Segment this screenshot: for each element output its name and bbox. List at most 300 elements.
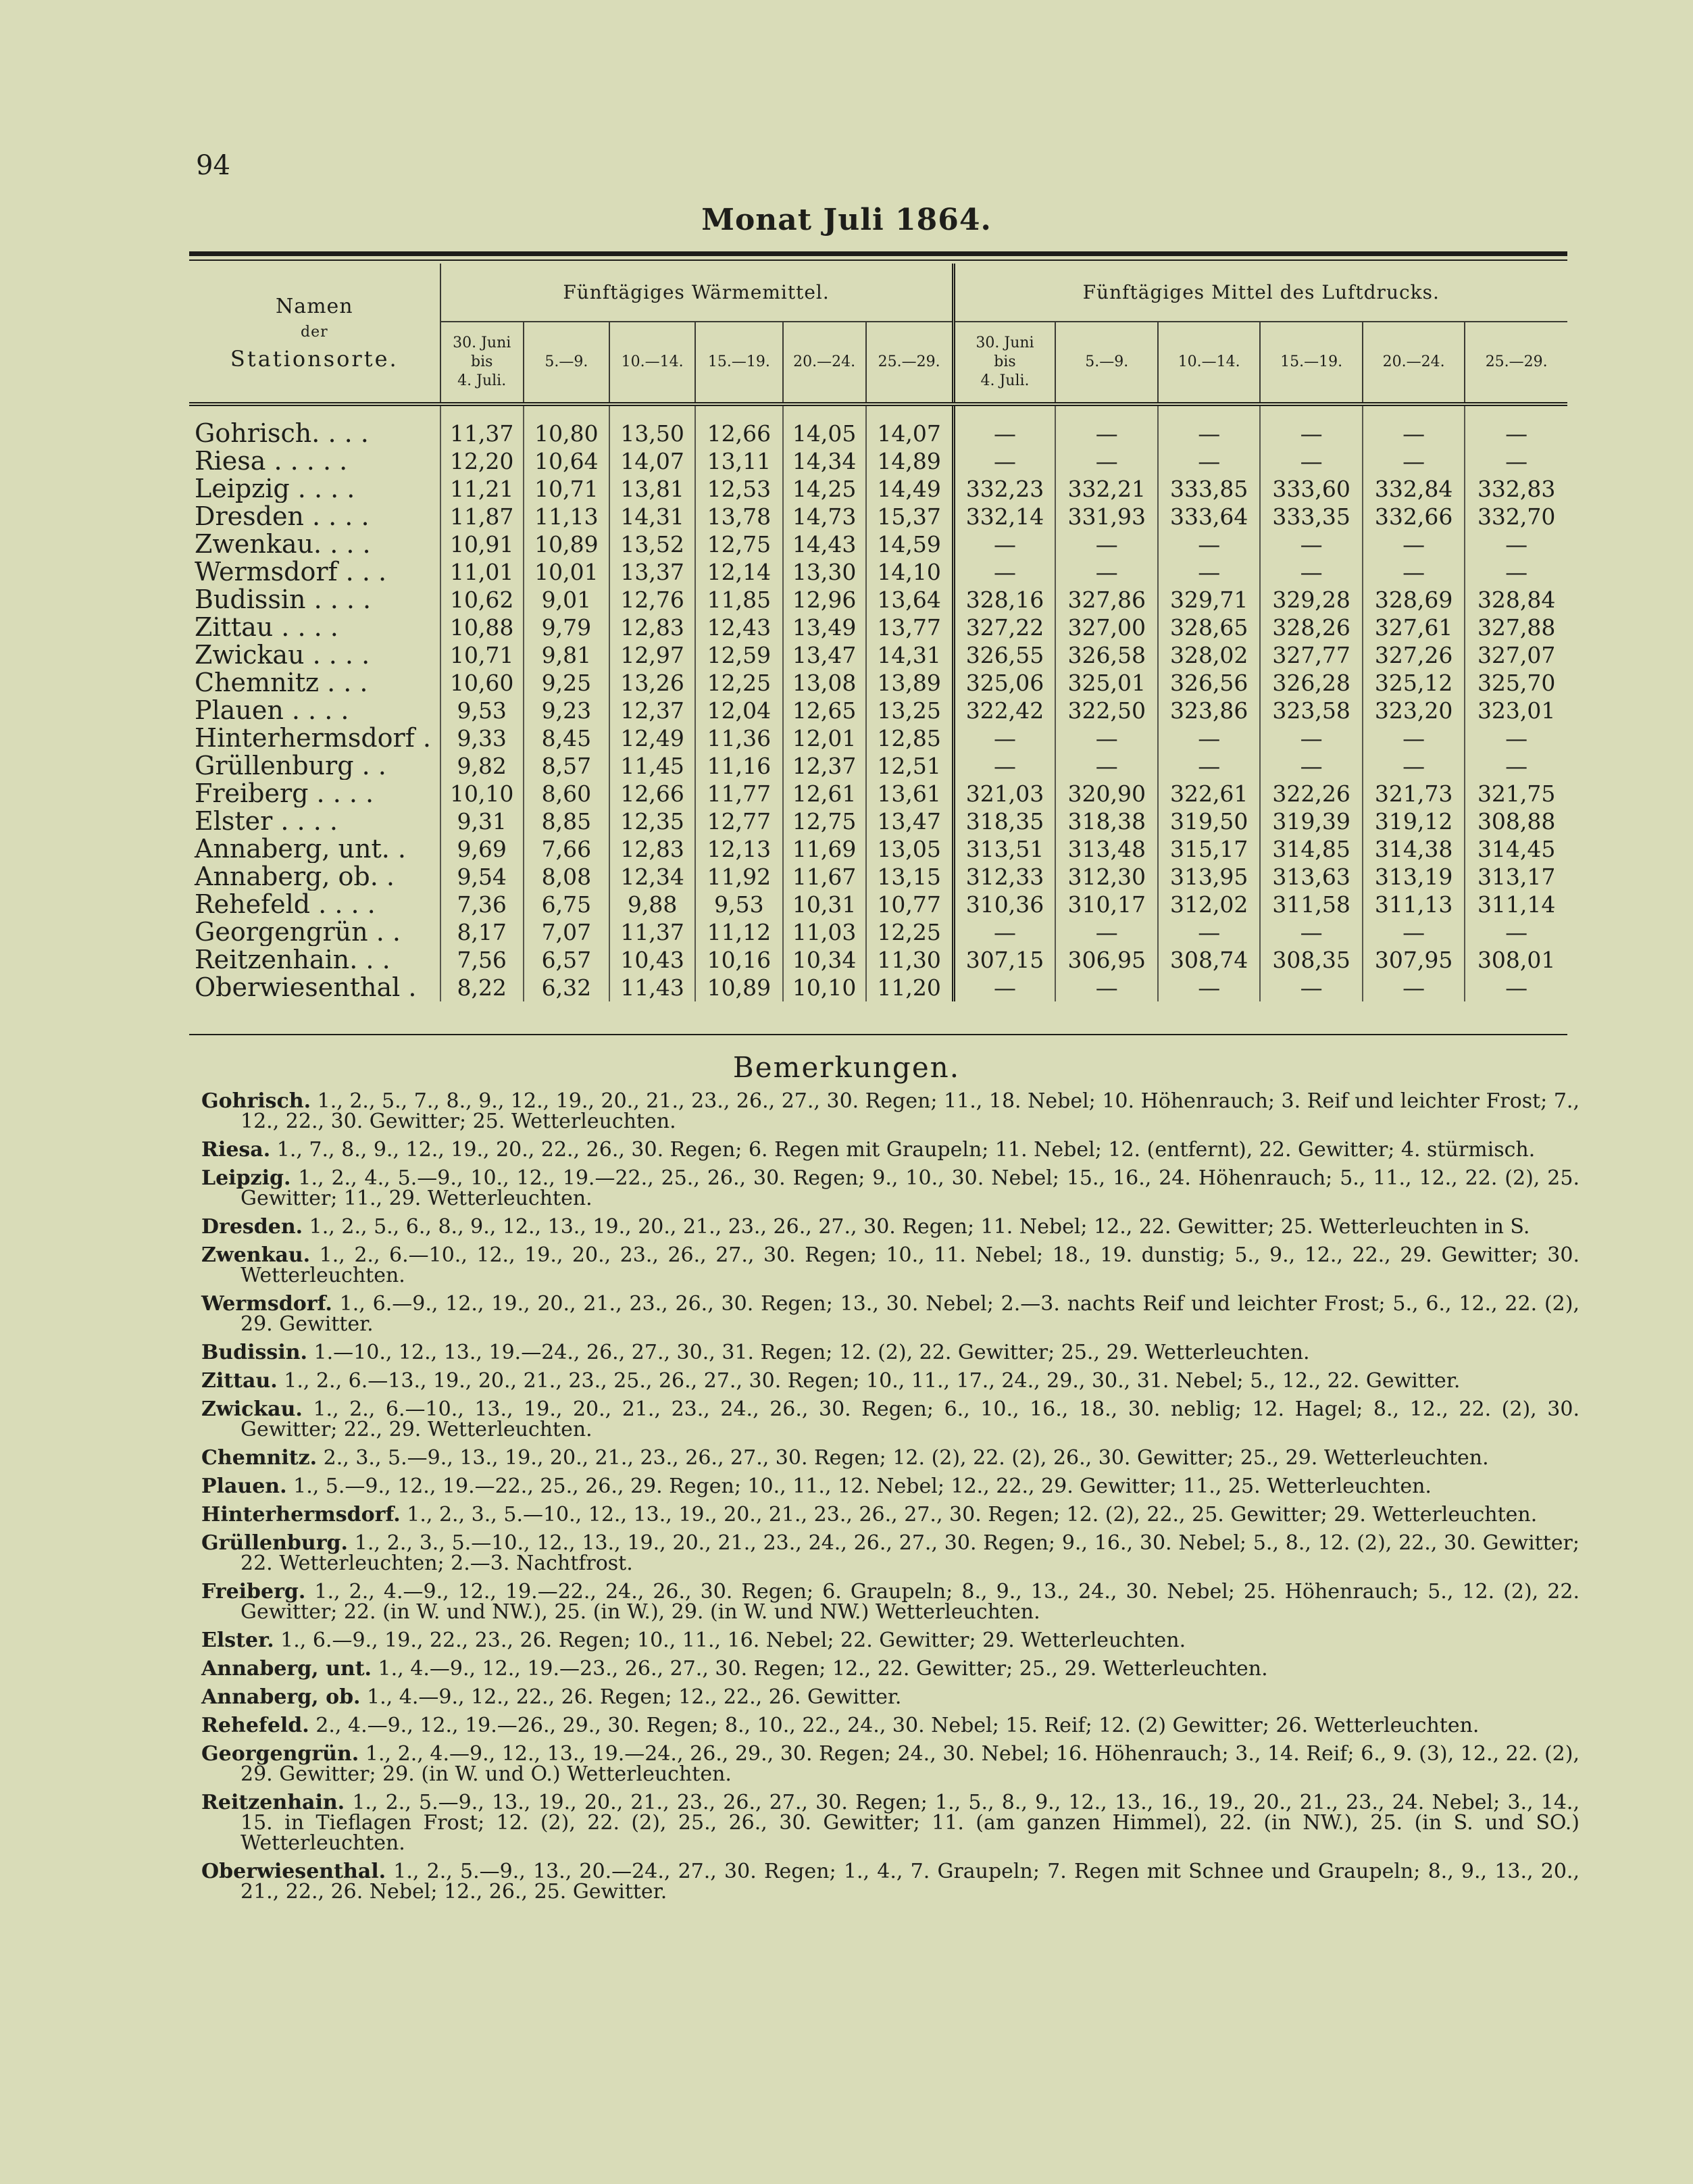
temp-cell: 9,25 (524, 669, 609, 697)
temp-period-first-line: 30. Juni (453, 334, 511, 351)
temp-cell: 12,01 (783, 724, 866, 752)
pressure-cell: — (1055, 752, 1157, 780)
pressure-cell: — (1363, 558, 1465, 586)
temp-cell: 12,59 (695, 641, 782, 669)
pressure-cell: 332,84 (1363, 475, 1465, 503)
pressure-cell: 327,22 (953, 614, 1055, 641)
remark-entry (201, 1448, 1580, 1468)
pressure-cell: 326,55 (953, 641, 1055, 669)
temp-cell: 14,10 (866, 558, 953, 586)
pressure-cell: 314,45 (1465, 835, 1567, 863)
temp-cell: 11,16 (695, 752, 782, 780)
remark-entry (201, 1217, 1580, 1237)
pressure-cell: — (1055, 918, 1157, 946)
temp-cell: 13,61 (866, 780, 953, 808)
remark-entry (201, 1294, 1580, 1335)
remark-station: Riesa. (201, 1138, 271, 1162)
pressure-cell: 313,48 (1055, 835, 1157, 863)
temp-cell: 13,50 (609, 404, 695, 447)
station-name: Georgengrün . . (195, 918, 401, 946)
remark-entry (201, 1862, 1580, 1902)
pressure-cell: 325,12 (1363, 669, 1465, 697)
names-header-line-3: Stationsorte. (230, 345, 399, 372)
temp-cell: 12,53 (695, 475, 782, 503)
pressure-cell: 326,56 (1158, 669, 1260, 697)
remark-text: 1., 2., 4., 5.—9., 10., 12., 19.—22., 25., 26., 30. Regen; 9., 10., 30. Nebel; 15., 16., 24. Höhenrauch; 5., 11., 12., 22. (2), 25. Gewitter; 11., 29. Wetterleuchten. (241, 1166, 1580, 1210)
remark-station: Zwickau. (201, 1397, 303, 1421)
remark-station: Gohrisch. (201, 1089, 311, 1113)
remarks-list (201, 1091, 1580, 1910)
temp-cell: 13,64 (866, 586, 953, 614)
pressure-cell: — (1158, 918, 1260, 946)
temp-cell: 13,47 (866, 808, 953, 835)
remark-entry (201, 1091, 1580, 1132)
remark-text: 1., 2., 3., 5.—10., 12., 13., 19., 20., 21., 23., 26., 27., 30. Regen; 12. (2), 22., 25. Gewitter; 29. Wetterleuchten. (407, 1503, 1538, 1527)
pressure-cell: — (1260, 404, 1362, 447)
table-row (189, 503, 1567, 530)
temp-cell: 10,89 (695, 974, 782, 1001)
temp-cell: 11,37 (440, 404, 524, 447)
temp-cell: 11,45 (609, 752, 695, 780)
remark-text: 1., 2., 6.—10., 12., 19., 20., 23., 26., 27., 30. Regen; 10., 11. Nebel; 18., 19. dunstig; 5., 9., 12., 22., 29. Gewitter; 30. Wetterleuchten. (241, 1243, 1580, 1287)
temp-cell: 9,82 (440, 752, 524, 780)
temp-cell: 12,43 (695, 614, 782, 641)
temp-cell: 7,66 (524, 835, 609, 863)
pressure-cell: 331,93 (1055, 503, 1157, 530)
temp-cell: 13,25 (866, 697, 953, 724)
station-name: Zwickau . . . . (195, 641, 370, 669)
temp-cell: 12,76 (609, 586, 695, 614)
temp-cell: 9,53 (695, 891, 782, 918)
pressure-period: 15.—19. (1260, 322, 1362, 404)
temp-period: 15.—19. (695, 322, 782, 404)
temp-cell: 12,77 (695, 808, 782, 835)
temp-period-first-line: bis (470, 353, 493, 370)
temp-cell: 12,66 (695, 404, 782, 447)
remark-text: 1., 2., 4.—9., 12., 13., 19.—24., 26., 29., 30. Regen; 24., 30. Nebel; 16. Höhenrauch; 3., 14. Reif; 6., 9. (3), 12., 22. (2), 29. Gewitter; 29. (in W. und O.) Wetterleuchten. (241, 1742, 1580, 1786)
remark-entry (201, 1505, 1580, 1525)
temp-cell: 12,34 (609, 863, 695, 891)
temp-cell: 12,49 (609, 724, 695, 752)
temp-cell: 14,31 (609, 503, 695, 530)
table-row (189, 586, 1567, 614)
temp-cell: 12,66 (609, 780, 695, 808)
pressure-cell: 332,21 (1055, 475, 1157, 503)
pressure-cell: 327,26 (1363, 641, 1465, 669)
remark-entry (201, 1631, 1580, 1651)
temp-cell: 14,43 (783, 530, 866, 558)
pressure-cell: 332,66 (1363, 503, 1465, 530)
pressure-cell: 310,36 (953, 891, 1055, 918)
pressure-cell: — (1158, 974, 1260, 1001)
pressure-cell: — (953, 530, 1055, 558)
station-name: Chemnitz . . . (195, 669, 368, 697)
temp-cell: 7,07 (524, 918, 609, 946)
pressure-cell: 319,12 (1363, 808, 1465, 835)
pressure-cell: 329,71 (1158, 586, 1260, 614)
pressure-cell: 318,35 (953, 808, 1055, 835)
remark-station: Oberwiesenthal. (201, 1860, 386, 1883)
remarks-title: Bemerkungen. (732, 1051, 961, 1084)
pressure-period-first-line: 30. Juni (976, 334, 1034, 351)
remark-text: 1., 2., 5.—9., 13., 19., 20., 21., 23., 26., 27., 30. Regen; 1., 5., 8., 9., 12., 13., 16., 19., 20., 21., 23., 24. Nebel; 3., 14., 15. in Tieflagen Frost; 12. (2), 22. (2), 25., 26., 30. Gewitter; 11. (am ganzen Himmel), 22. (in NW.), 25. (in S. und SO.) Wetterleuchten. (241, 1791, 1580, 1855)
pressure-cell: — (1260, 724, 1362, 752)
temp-cell: 14,89 (866, 447, 953, 475)
remark-entry (201, 1140, 1580, 1160)
temp-cell: 13,77 (866, 614, 953, 641)
pressure-cell: — (1465, 724, 1567, 752)
pressure-cell: 308,88 (1465, 808, 1567, 835)
pressure-period: 25.—29. (1465, 322, 1567, 404)
temp-cell: 9,01 (524, 586, 609, 614)
pressure-cell: 308,74 (1158, 946, 1260, 974)
temp-cell: 12,37 (609, 697, 695, 724)
temp-cell: 13,47 (783, 641, 866, 669)
temp-cell: 11,13 (524, 503, 609, 530)
pressure-cell: — (1363, 974, 1465, 1001)
table-row (189, 724, 1567, 752)
pressure-cell: 322,50 (1055, 697, 1157, 724)
pressure-cell: 326,28 (1260, 669, 1362, 697)
remark-entry (201, 1343, 1580, 1363)
pressure-cell: — (1363, 530, 1465, 558)
page-number: 94 (196, 150, 230, 181)
temp-cell: 11,92 (695, 863, 782, 891)
pressure-cell: — (953, 752, 1055, 780)
pressure-cell: 321,75 (1465, 780, 1567, 808)
temp-cell: 11,87 (440, 503, 524, 530)
remark-text: 1., 2., 5.—9., 13., 20.—24., 27., 30. Regen; 1., 4., 7. Graupeln; 7. Regen mit Schnee und Graupeln; 8., 9., 13., 20., 21., 22., 26. Nebel; 12., 26., 25. Gewitter. (241, 1860, 1580, 1904)
remark-station: Wermsdorf. (201, 1292, 332, 1316)
pressure-cell: 322,26 (1260, 780, 1362, 808)
table-row (189, 447, 1567, 475)
temp-period: 20.—24. (783, 322, 866, 404)
pressure-cell: 327,88 (1465, 614, 1567, 641)
temp-cell: 6,75 (524, 891, 609, 918)
temp-cell: 10,34 (783, 946, 866, 974)
temp-cell: 13,81 (609, 475, 695, 503)
remark-entry (201, 1476, 1580, 1497)
temp-cell: 9,79 (524, 614, 609, 641)
temp-cell: 13,11 (695, 447, 782, 475)
pressure-cell: — (1055, 974, 1157, 1001)
remark-text: 1., 2., 6.—13., 19., 20., 21., 23., 25., 26., 27., 30. Regen; 10., 11., 17., 24., 29., 30., 31. Nebel; 5., 12., 22. Gewitter. (284, 1369, 1461, 1393)
temp-cell: 8,17 (440, 918, 524, 946)
pressure-cell: — (1260, 918, 1362, 946)
station-name: Zwenkau. . . . (195, 530, 371, 558)
temp-cell: 14,34 (783, 447, 866, 475)
temp-cell: 15,37 (866, 503, 953, 530)
table-row (189, 404, 1567, 447)
remark-entry (201, 1744, 1580, 1785)
pressure-cell: 307,95 (1363, 946, 1465, 974)
pressure-cell: — (953, 447, 1055, 475)
temp-cell: 8,85 (524, 808, 609, 835)
station-name: Freiberg . . . . (195, 780, 374, 808)
temp-cell: 12,61 (783, 780, 866, 808)
remark-entry (201, 1245, 1580, 1286)
temp-cell: 12,25 (695, 669, 782, 697)
pressure-cell: — (1465, 404, 1567, 447)
pressure-cell: 313,19 (1363, 863, 1465, 891)
temp-cell: 14,07 (866, 404, 953, 447)
pressure-cell: 332,14 (953, 503, 1055, 530)
remark-entry (201, 1793, 1580, 1854)
pressure-cell: 308,35 (1260, 946, 1362, 974)
remark-station: Budissin. (201, 1341, 307, 1364)
temp-cell: 6,57 (524, 946, 609, 974)
pressure-cell: 328,26 (1260, 614, 1362, 641)
temp-cell: 10,31 (783, 891, 866, 918)
pressure-cell: 311,13 (1363, 891, 1465, 918)
station-name: Wermsdorf . . . (195, 558, 387, 586)
station-name: Annaberg, ob. . (195, 863, 395, 891)
pressure-cell: 310,17 (1055, 891, 1157, 918)
pressure-cell: 327,07 (1465, 641, 1567, 669)
temp-cell: 9,53 (440, 697, 524, 724)
pressure-cell: — (1055, 404, 1157, 447)
temp-cell: 13,08 (783, 669, 866, 697)
temp-cell: 13,78 (695, 503, 782, 530)
temp-cell: 10,64 (524, 447, 609, 475)
remark-text: 1.—10., 12., 13., 19.—24., 26., 27., 30., 31. Regen; 12. (2), 22. Gewitter; 25., 29. Wetterleuchten. (313, 1341, 1310, 1364)
station-name: Leipzig . . . . (195, 475, 355, 503)
remark-station: Zittau. (201, 1369, 278, 1393)
pressure-cell: 312,02 (1158, 891, 1260, 918)
pressure-cell: — (953, 724, 1055, 752)
names-header (189, 264, 440, 404)
temp-cell: 12,75 (695, 530, 782, 558)
pressure-period-first (953, 322, 1055, 404)
temp-cell: 8,57 (524, 752, 609, 780)
table-row (189, 752, 1567, 780)
pressure-cell: — (1363, 918, 1465, 946)
temp-cell: 12,04 (695, 697, 782, 724)
temp-cell: 14,07 (609, 447, 695, 475)
table-row (189, 835, 1567, 863)
table-row (189, 558, 1567, 586)
remark-text: 1., 4.—9., 12., 22., 26. Regen; 12., 22., 26. Gewitter. (367, 1685, 902, 1709)
remark-entry (201, 1168, 1580, 1209)
pressure-cell: — (1260, 447, 1362, 475)
temp-cell: 12,13 (695, 835, 782, 863)
remark-entry (201, 1659, 1580, 1679)
temp-cell: 14,59 (866, 530, 953, 558)
pressure-cell: — (1363, 404, 1465, 447)
pressure-cell: 321,03 (953, 780, 1055, 808)
pressure-cell: 313,95 (1158, 863, 1260, 891)
pressure-cell: 332,83 (1465, 475, 1567, 503)
remark-station: Dresden. (201, 1215, 303, 1239)
pressure-cell: 327,61 (1363, 614, 1465, 641)
remark-text: 2., 3., 5.—9., 13., 19., 20., 21., 23., 26., 27., 30. Regen; 12. (2), 22. (2), 26., 30. Gewitter; 25., 29. Wetterleuchten. (323, 1446, 1489, 1470)
pressure-period: 10.—14. (1158, 322, 1260, 404)
pressure-period-first-line: 4. Juli. (980, 372, 1030, 389)
temp-cell: 12,83 (609, 614, 695, 641)
remark-text: 1., 2., 6.—10., 13., 19., 20., 21., 23., 24., 26., 30. Regen; 6., 10., 16., 18., 30. neblig; 12. Hagel; 8., 12., 22. (2), 30. Gewitter; 22., 29. Wetterleuchten. (241, 1397, 1580, 1441)
temp-cell: 10,10 (783, 974, 866, 1001)
temp-cell: 10,43 (609, 946, 695, 974)
temp-period: 5.—9. (524, 322, 609, 404)
pressure-cell: — (1055, 530, 1157, 558)
temp-cell: 11,43 (609, 974, 695, 1001)
remark-text: 1., 7., 8., 9., 12., 19., 20., 22., 26., 30. Regen; 6. Regen mit Graupeln; 11. Nebel; 12. (entfernt), 22. Gewitter; 4. stürmisch. (276, 1138, 1536, 1162)
pressure-cell: 326,58 (1055, 641, 1157, 669)
temp-cell: 12,14 (695, 558, 782, 586)
table-row (189, 946, 1567, 974)
remark-station: Plauen. (201, 1474, 287, 1498)
remark-station: Leipzig. (201, 1166, 291, 1190)
pressure-cell: — (1055, 724, 1157, 752)
temp-cell: 12,75 (783, 808, 866, 835)
temp-cell: 10,71 (524, 475, 609, 503)
remark-entry (201, 1533, 1580, 1574)
temp-cell: 11,30 (866, 946, 953, 974)
table-row (189, 641, 1567, 669)
temp-cell: 13,30 (783, 558, 866, 586)
remark-text: 1., 6.—9., 19., 22., 23., 26. Regen; 10., 11., 16. Nebel; 22. Gewitter; 29. Wetterleuchten. (280, 1629, 1186, 1652)
pressure-cell: — (1465, 974, 1567, 1001)
pressure-cell: — (1363, 724, 1465, 752)
pressure-cell: — (1055, 447, 1157, 475)
remark-text: 1., 2., 4.—9., 12., 19.—22., 24., 26., 30. Regen; 6. Graupeln; 8., 9., 13., 24., 30. Nebel; 25. Höhenrauch; 5., 12. (2), 22. Gewitter; 22. (in W. und NW.), 25. (in W.), 29. (in W. und NW.) Wetterleuchten. (241, 1580, 1580, 1624)
pressure-cell: 313,51 (953, 835, 1055, 863)
temp-cell: 11,37 (609, 918, 695, 946)
table-row (189, 808, 1567, 835)
temp-cell: 11,69 (783, 835, 866, 863)
pressure-period-first-line: bis (994, 353, 1016, 370)
temp-cell: 9,88 (609, 891, 695, 918)
remark-station: Elster. (201, 1629, 274, 1652)
station-name: Gohrisch. . . . (195, 418, 369, 447)
pressure-cell: 312,30 (1055, 863, 1157, 891)
remark-station: Zwenkau. (201, 1243, 311, 1267)
temp-cell: 12,96 (783, 586, 866, 614)
temp-cell: 7,56 (440, 946, 524, 974)
temp-period: 10.—14. (609, 322, 695, 404)
temp-cell: 14,25 (783, 475, 866, 503)
pressure-cell: 332,23 (953, 475, 1055, 503)
temp-cell: 11,01 (440, 558, 524, 586)
temp-cell: 13,89 (866, 669, 953, 697)
temp-cell: 9,23 (524, 697, 609, 724)
remark-station: Grüllenburg. (201, 1531, 348, 1555)
temp-cell: 7,36 (440, 891, 524, 918)
table-row (189, 863, 1567, 891)
remark-station: Hinterhermsdorf. (201, 1503, 401, 1527)
temp-cell: 10,71 (440, 641, 524, 669)
pressure-cell: 328,16 (953, 586, 1055, 614)
temp-period-first-line: 4. Juli. (457, 372, 507, 389)
pressure-cell: 332,70 (1465, 503, 1567, 530)
pressure-cell: 306,95 (1055, 946, 1157, 974)
station-name: Dresden . . . . (195, 503, 370, 530)
table-row (189, 475, 1567, 503)
temp-cell: 12,83 (609, 835, 695, 863)
temp-cell: 12,97 (609, 641, 695, 669)
temp-cell: 10,91 (440, 530, 524, 558)
pressure-cell: 325,70 (1465, 669, 1567, 697)
pressure-cell: 314,38 (1363, 835, 1465, 863)
remark-station: Annaberg, ob. (201, 1685, 361, 1709)
temp-cell: 11,85 (695, 586, 782, 614)
pressure-cell: 328,02 (1158, 641, 1260, 669)
temp-cell: 9,69 (440, 835, 524, 863)
pressure-cell: 315,17 (1158, 835, 1260, 863)
remark-station: Reitzenhain. (201, 1791, 345, 1814)
station-name: Grüllenburg . . (195, 752, 386, 780)
temp-cell: 12,65 (783, 697, 866, 724)
pressure-cell: 333,35 (1260, 503, 1362, 530)
table-row (189, 891, 1567, 918)
pressure-cell: — (1260, 752, 1362, 780)
station-name: Elster . . . . (195, 808, 338, 835)
pressure-cell: — (1158, 558, 1260, 586)
pressure-cell: 323,58 (1260, 697, 1362, 724)
names-header-line-1: Namen (275, 294, 353, 318)
station-table (189, 264, 1567, 1001)
pressure-cell: 325,01 (1055, 669, 1157, 697)
temp-cell: 10,16 (695, 946, 782, 974)
remark-entry (201, 1399, 1580, 1440)
remark-text: 1., 2., 3., 5.—10., 12., 13., 19., 20., 21., 23., 24., 26., 27., 30. Regen; 9., 16., 30. Nebel; 5., 8., 12. (2), 22., 30. Gewitter; 22. Wetterleuchten; 2.—3. Nachtfrost. (241, 1531, 1580, 1575)
pressure-cell: 313,63 (1260, 863, 1362, 891)
pressure-cell: 318,38 (1055, 808, 1157, 835)
pressure-cell: 308,01 (1465, 946, 1567, 974)
pressure-cell: — (1158, 752, 1260, 780)
pressure-cell: 323,86 (1158, 697, 1260, 724)
temp-cell: 12,51 (866, 752, 953, 780)
remark-entry (201, 1371, 1580, 1391)
table-row (189, 614, 1567, 641)
remark-text: 2., 4.—9., 12., 19.—26., 29., 30. Regen; 8., 10., 22., 24., 30. Nebel; 15. Reif; 12. (2) Gewitter; 26. Wetterleuchten. (315, 1714, 1480, 1737)
station-name: Hinterhermsdorf . (195, 724, 431, 752)
pressure-cell: 327,86 (1055, 586, 1157, 614)
temp-cell: 11,77 (695, 780, 782, 808)
pressure-cell: — (1363, 752, 1465, 780)
pressure-cell: — (1055, 558, 1157, 586)
pressure-cell: — (1260, 530, 1362, 558)
temp-period: 25.—29. (866, 322, 953, 404)
temp-cell: 9,54 (440, 863, 524, 891)
pressure-cell: 311,58 (1260, 891, 1362, 918)
remark-entry (201, 1716, 1580, 1736)
remark-text: 1., 5.—9., 12., 19.—22., 25., 26., 29. Regen; 10., 11., 12. Nebel; 12., 22., 29. Gewitter; 11., 25. Wetterleuchten. (293, 1474, 1432, 1498)
temp-cell: 10,62 (440, 586, 524, 614)
temp-group-header: Fünftägiges Wärmemittel. (440, 264, 953, 322)
pressure-cell: — (953, 918, 1055, 946)
station-name: Riesa . . . . . (195, 447, 348, 475)
temp-cell: 11,67 (783, 863, 866, 891)
table-row (189, 530, 1567, 558)
pressure-cell: — (953, 974, 1055, 1001)
temp-cell: 11,03 (783, 918, 866, 946)
pressure-cell: — (1158, 404, 1260, 447)
pressure-period: 20.—24. (1363, 322, 1465, 404)
temp-cell: 14,49 (866, 475, 953, 503)
remark-entry (201, 1582, 1580, 1622)
temp-cell: 12,85 (866, 724, 953, 752)
pressure-group-header: Fünftägiges Mittel des Luftdrucks. (953, 264, 1567, 322)
pressure-cell: 327,00 (1055, 614, 1157, 641)
temp-cell: 10,80 (524, 404, 609, 447)
station-name: Budissin . . . . (195, 586, 372, 614)
pressure-cell: 328,65 (1158, 614, 1260, 641)
remark-text: 1., 6.—9., 12., 19., 20., 21., 23., 26., 30. Regen; 13., 30. Nebel; 2.—3. nachts Reif und leichter Frost; 5., 6., 12., 22. (2), 29. Gewitter. (241, 1292, 1580, 1336)
pressure-cell: 329,28 (1260, 586, 1362, 614)
temp-period-first (440, 322, 524, 404)
pressure-cell: — (1465, 558, 1567, 586)
